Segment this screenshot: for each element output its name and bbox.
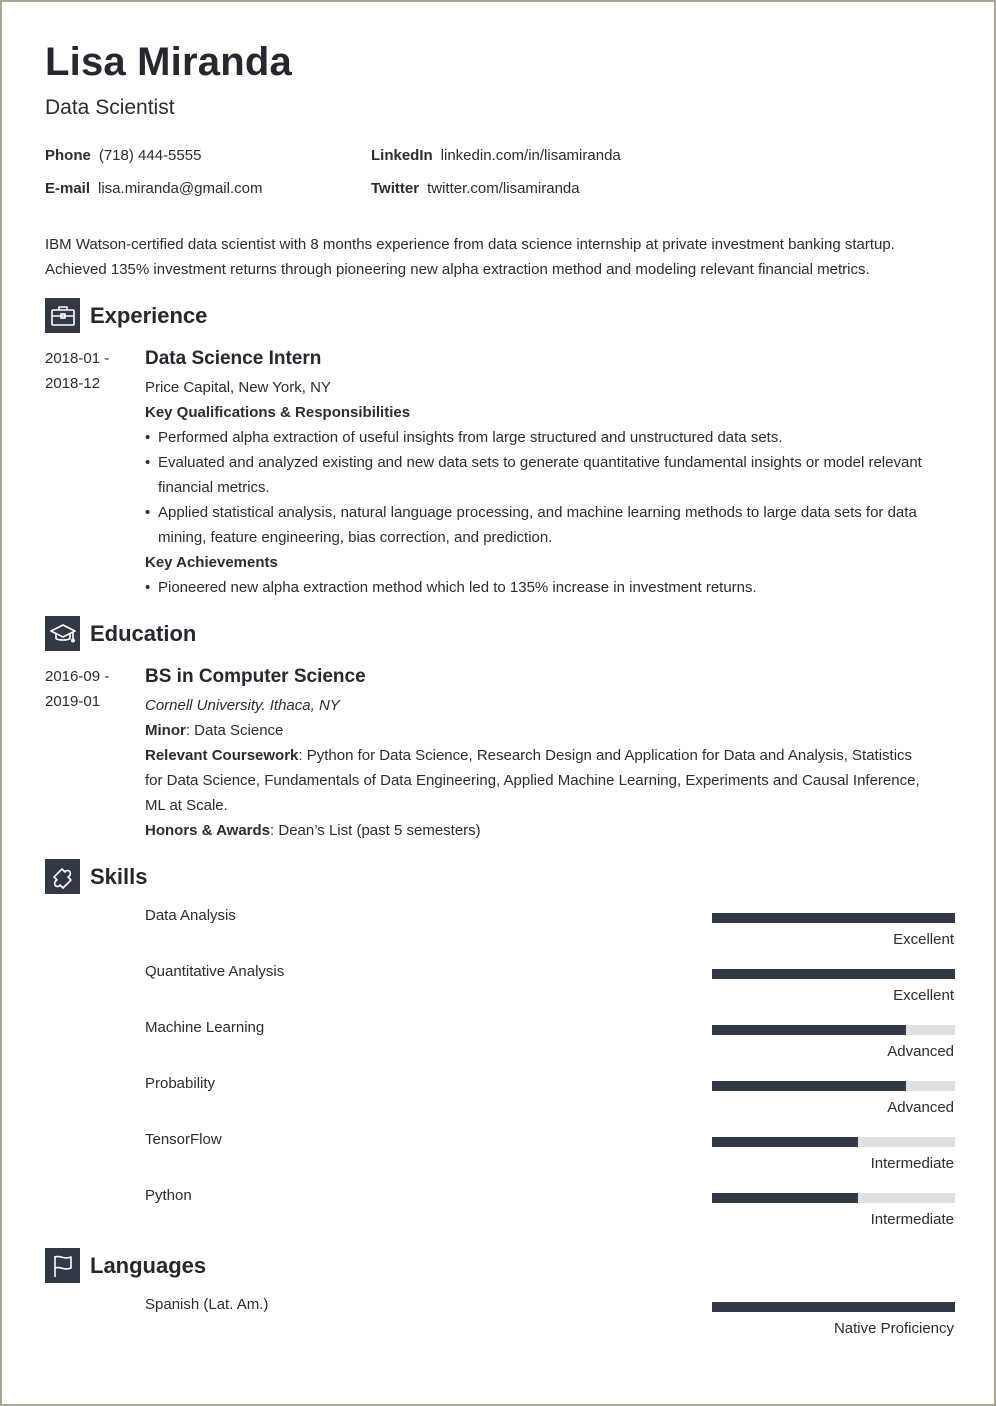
- experience-date-end: 2018-12: [45, 375, 101, 392]
- twitter-label: Twitter: [371, 180, 420, 197]
- briefcase-icon: [45, 298, 80, 333]
- skill-level-bar: [712, 913, 955, 923]
- skill-name: Python: [145, 1187, 192, 1204]
- coursework-label: Relevant Coursework: [145, 747, 299, 764]
- experience-body: [145, 346, 925, 600]
- education-dates: [45, 664, 135, 714]
- contact-email: [45, 180, 262, 197]
- skill-name: Machine Learning: [145, 1019, 265, 1036]
- degree-title: BS in Computer Science: [145, 666, 366, 687]
- skill-row: [145, 1075, 955, 1131]
- skill-level-fill: [712, 1137, 858, 1147]
- job-title: Data Scientist: [45, 96, 175, 119]
- skill-row: [145, 907, 955, 963]
- skill-level-bar: [712, 969, 955, 979]
- section-experience: [45, 298, 207, 333]
- skill-level-bar: [712, 1025, 955, 1035]
- education-body: [145, 664, 925, 843]
- language-name: Spanish (Lat. Am.): [145, 1296, 269, 1313]
- summary: IBM Watson-certified data scientist with 8 months experience from data science internship at private investment banking startup. Achieved 135% investment returns through pioneering new alpha extraction method and modeling relevant financial metrics.: [45, 236, 895, 278]
- section-title-experience: Experience: [90, 302, 208, 328]
- list-item: • Evaluated and analyzed existing and new data sets to generate quantitative fundamental insights or model relevant financial metrics.: [145, 450, 925, 500]
- experience-dates: [45, 346, 135, 396]
- skill-level-bar: [712, 1137, 955, 1147]
- minor-value: : Data Science: [185, 722, 284, 739]
- skill-level-label: Excellent: [893, 987, 954, 1004]
- honors-label: Honors & Awards: [145, 822, 271, 839]
- achievements-list: [145, 575, 925, 600]
- skill-row: [145, 1187, 955, 1243]
- section-title-skills: Skills: [90, 863, 148, 889]
- skill-row: [145, 1019, 955, 1075]
- skill-name: Data Analysis: [145, 907, 236, 924]
- contact-linkedin: [371, 147, 621, 164]
- linkedin-label: LinkedIn: [371, 147, 433, 164]
- section-title-languages: Languages: [90, 1252, 207, 1278]
- linkedin-value: linkedin.com/in/lisamiranda: [440, 147, 621, 164]
- list-item: • Performed alpha extraction of useful insights from large structured and unstructured data sets.: [145, 425, 925, 450]
- skill-level-label: Advanced: [887, 1043, 954, 1060]
- skill-level-label: Intermediate: [870, 1211, 954, 1228]
- email-value: lisa.miranda@gmail.com: [98, 180, 263, 197]
- experience-date-start: 2018-01 -: [45, 350, 110, 367]
- language-row: [145, 1296, 955, 1352]
- coursework-line: [145, 743, 925, 818]
- experience-company: Price Capital, New York, NY: [145, 379, 331, 396]
- minor-line: [145, 718, 925, 743]
- skill-level-fill: [712, 1025, 906, 1035]
- skill-name: TensorFlow: [145, 1131, 222, 1148]
- skill-level-fill: [712, 969, 955, 979]
- language-level-label: Native Proficiency: [833, 1320, 954, 1337]
- qualifications-list: [145, 425, 925, 550]
- achievements-heading: Key Achievements: [145, 554, 278, 571]
- twitter-value: twitter.com/lisamiranda: [427, 180, 580, 197]
- education-date-end: 2019-01: [45, 693, 101, 710]
- honors-line: [145, 818, 925, 843]
- language-level-bar: [712, 1302, 955, 1312]
- skill-level-label: Intermediate: [870, 1155, 954, 1172]
- graduation-cap-icon: [45, 616, 80, 651]
- qualifications-heading: Key Qualifications & Responsibilities: [145, 404, 411, 421]
- list-item: • Pioneered new alpha extraction method which led to 135% increase in investment returns.: [145, 575, 925, 600]
- coursework-value: : Python for Data Science, Research Design and Application for Data and Analysis, Statistics for Data Science, Fundamentals of Data Engineering, Applied Machine Learning, Experiments and Causal Inference, ML at Scale.: [145, 747, 920, 814]
- skill-level-label: Excellent: [893, 931, 954, 948]
- minor-label: Minor: [145, 722, 186, 739]
- language-level-fill: [712, 1302, 955, 1312]
- puzzle-icon: [45, 859, 80, 894]
- school-name: Cornell University. Ithaca, NY: [145, 697, 340, 714]
- skill-level-fill: [712, 1081, 906, 1091]
- section-skills: [45, 859, 147, 894]
- candidate-name: Lisa Miranda: [45, 40, 292, 84]
- education-date-start: 2016-09 -: [45, 668, 110, 685]
- experience-title: Data Science Intern: [145, 348, 322, 369]
- skill-level-fill: [712, 913, 955, 923]
- phone-value: (718) 444-5555: [98, 147, 202, 164]
- skill-level-bar: [712, 1193, 955, 1203]
- skill-name: Probability: [145, 1075, 216, 1092]
- section-education: [45, 616, 196, 651]
- skill-row: [145, 1131, 955, 1187]
- contact-phone: [45, 147, 201, 164]
- flag-icon: [45, 1248, 80, 1283]
- skill-level-fill: [712, 1193, 858, 1203]
- skill-row: [145, 963, 955, 1019]
- list-item: • Applied statistical analysis, natural language processing, and machine learning methods to large data sets for data mining, feature engineering, bias correction, and prediction.: [145, 500, 925, 550]
- skill-name: Quantitative Analysis: [145, 963, 285, 980]
- phone-label: Phone: [45, 147, 91, 164]
- honors-value: : Dean’s List (past 5 semesters): [270, 822, 481, 839]
- section-languages: [45, 1248, 206, 1283]
- skill-level-label: Advanced: [887, 1099, 954, 1116]
- skill-level-bar: [712, 1081, 955, 1091]
- section-title-education: Education: [90, 620, 197, 646]
- email-label: E-mail: [45, 180, 91, 197]
- contact-twitter: [371, 180, 580, 197]
